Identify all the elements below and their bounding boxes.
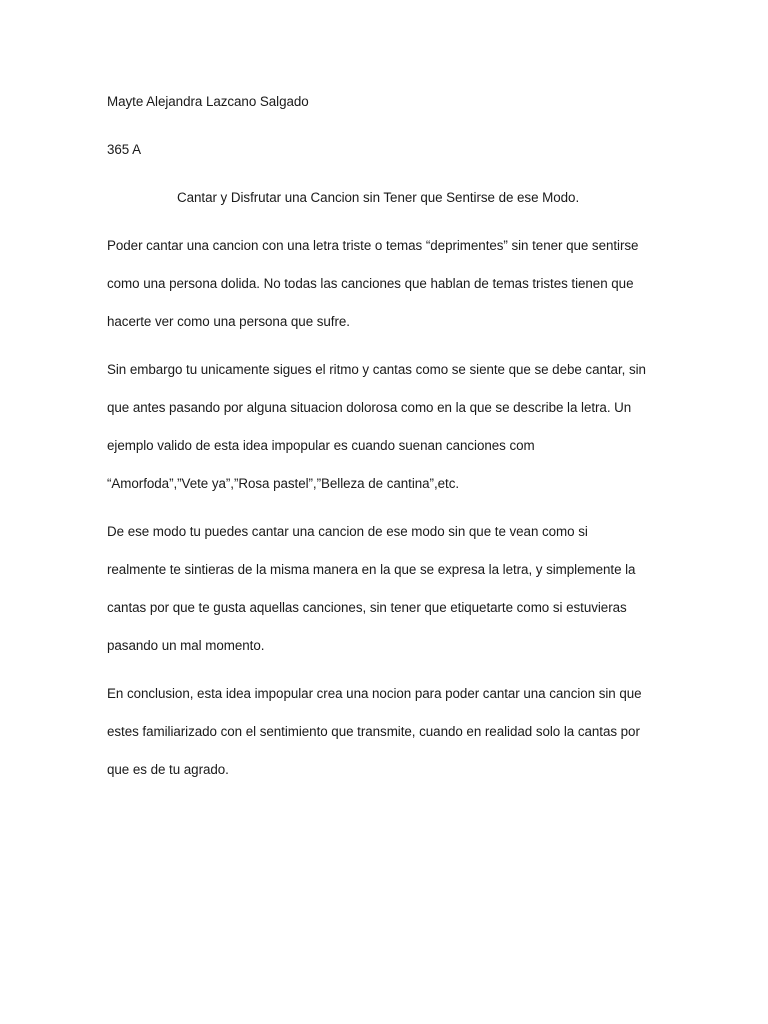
paragraph-line: como una persona dolida. No todas las canciones que hablan de temas tristes tienen que: [107, 276, 634, 291]
paragraph-line: “Amorfoda”,”Vete ya”,”Rosa pastel”,”Belleza de cantina”,etc.: [107, 476, 460, 491]
paragraph-line: En conclusion, esta idea impopular crea una nocion para poder cantar una cancion sin que: [107, 686, 642, 701]
paragraph-line: cantas por que te gusta aquellas canciones, sin tener que etiquetarte como si estuvieras: [107, 600, 627, 615]
paragraph-line: ejemplo valido de esta idea impopular es cuando suenan canciones com: [107, 438, 535, 453]
paragraph-line: que antes pasando por alguna situacion dolorosa como en la que se describe la letra. Un: [107, 400, 632, 415]
paragraph-line: que es de tu agrado.: [107, 762, 229, 777]
author-name: Mayte Alejandra Lazcano Salgado: [107, 94, 309, 109]
paragraph-line: De ese modo tu puedes cantar una cancion de ese modo sin que te vean como si: [107, 524, 588, 539]
paragraph-line: realmente te sintieras de la misma manera en la que se expresa la letra, y simplemente la: [107, 562, 636, 577]
paragraph-line: hacerte ver como una persona que sufre.: [107, 314, 350, 329]
paragraph-line: pasando un mal momento.: [107, 638, 265, 653]
document-title: Cantar y Disfrutar una Cancion sin Tener que Sentirse de ese Modo.: [177, 190, 580, 205]
paragraph-line: Sin embargo tu unicamente sigues el ritmo y cantas como se siente que se debe cantar, sin: [107, 362, 646, 377]
paragraph-line: Poder cantar una cancion con una letra triste o temas “deprimentes” sin tener que sentirse: [107, 238, 639, 253]
group-label: 365 A: [107, 142, 142, 157]
paragraph-line: estes familiarizado con el sentimiento que transmite, cuando en realidad solo la cantas por: [107, 724, 640, 739]
